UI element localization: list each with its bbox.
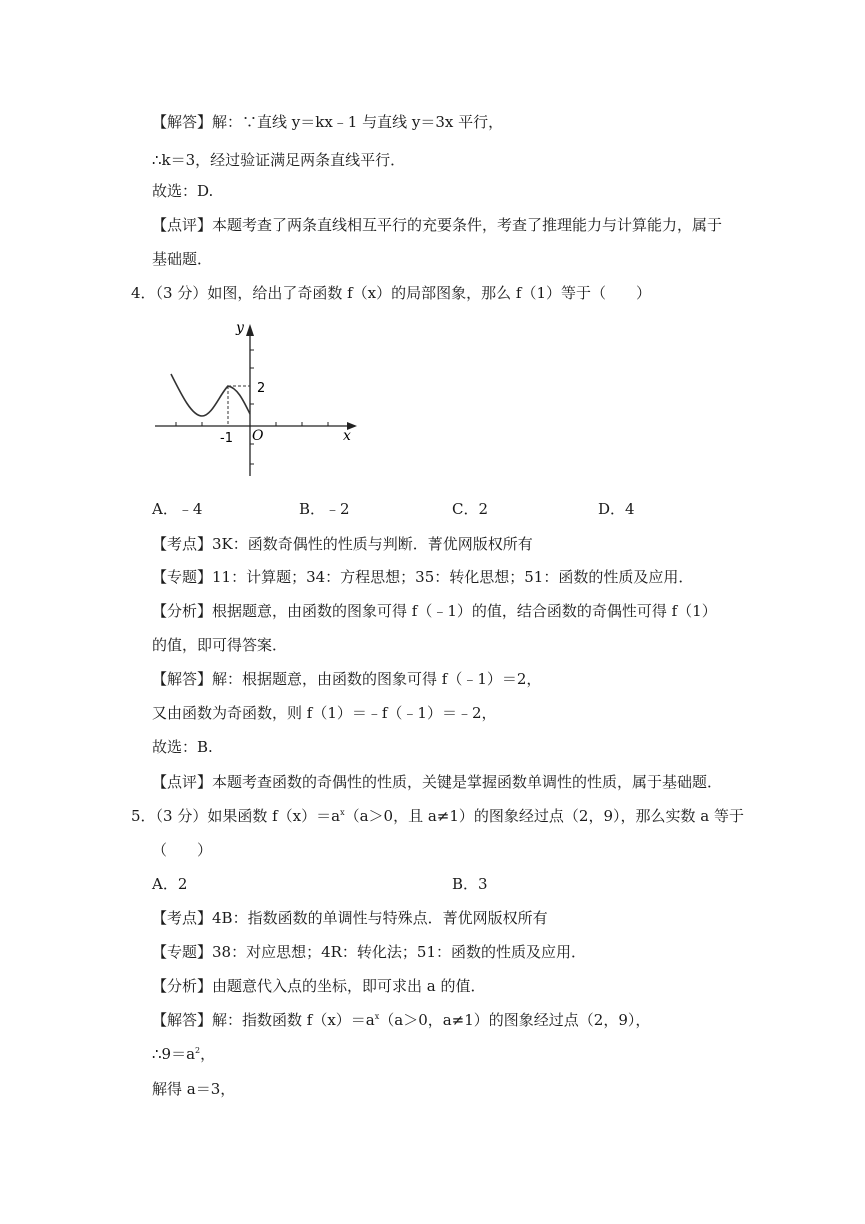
tick-label-neg1: -1: [220, 431, 233, 446]
option-c: C．2: [452, 500, 489, 518]
result-line: 解得 a＝3，: [152, 1080, 236, 1098]
option-b: B．3: [452, 875, 488, 893]
step-line: $\therefore 9=a^2$，: [152, 1045, 216, 1063]
answer-line: ∴k＝3，经过验证满足两条直线平行．: [152, 151, 406, 169]
option-a: A．2: [152, 875, 188, 893]
choice-line: 故选：D.: [152, 182, 214, 200]
analysis-line: 【分析】由题意代入点的坐标，即可求出 a 的值．: [152, 977, 486, 995]
y-axis-arrow: [246, 324, 254, 336]
origin-label: O: [252, 428, 264, 444]
zhuanti-line: 【专题】38：对应思想；4R：转化法；51：函数的性质及应用．: [152, 943, 587, 961]
x-axis-label: x: [343, 428, 351, 444]
question-5-stem: 5．（3 分）如果函数 $f(x)=a^x(a>0$，且 a≠1）的图象经过点（2，9），那么实数 a 等于: [131, 807, 744, 825]
kaodian-line: 【考点】4B：指数函数的单调性与特殊点．菁优网版权所有: [152, 909, 548, 927]
comment-line: 基础题．: [152, 250, 213, 268]
question-5-stem-cont: （ ）: [152, 841, 213, 859]
analysis-line: 【分析】根据题意，由函数的图象可得 f（﹣1）的值，结合函数的奇偶性可得 f（1）: [152, 602, 717, 620]
comment-line: 【点评】本题考查函数的奇偶性的性质，关键是掌握函数单调性的性质，属于基础题．: [152, 773, 723, 791]
question-4-stem: 4．（3 分）如图，给出了奇函数 f（x）的局部图象，那么 f（1）等于（ ）: [131, 284, 652, 302]
option-d: D．4: [598, 500, 635, 518]
option-a: A．﹣4: [152, 500, 203, 518]
choice-line: 故选：B.: [152, 738, 213, 756]
answer-line: 又由函数为奇函数，则 f（1）＝﹣f（﹣1）＝﹣2，: [152, 704, 497, 722]
answer-line: 【解答】解：指数函数 $f(x)=a^x(a>0$，a≠1）的图象经过点（2，9），: [152, 1011, 651, 1029]
zhuanti-line: 【专题】11：计算题；34：方程思想；35：转化思想；51：函数的性质及应用．: [152, 568, 694, 586]
function-graph: [150, 318, 365, 486]
answer-line: 【解答】解：∵直线 y＝kx﹣1 与直线 y＝3x 平行，: [152, 113, 504, 131]
y-axis-label: y: [236, 320, 244, 336]
option-b: B．﹣2: [299, 500, 350, 518]
analysis-line: 的值，即可得答案．: [152, 636, 288, 654]
answer-line: 【解答】解：根据题意，由函数的图象可得 f（﹣1）＝2，: [152, 670, 542, 688]
kaodian-line: 【考点】3K：函数奇偶性的性质与判断．菁优网版权所有: [152, 535, 533, 553]
function-curve: [171, 374, 250, 416]
tick-label-2: 2: [257, 381, 266, 396]
comment-line: 【点评】本题考查了两条直线相互平行的充要条件，考查了推理能力与计算能力，属于: [152, 216, 723, 234]
